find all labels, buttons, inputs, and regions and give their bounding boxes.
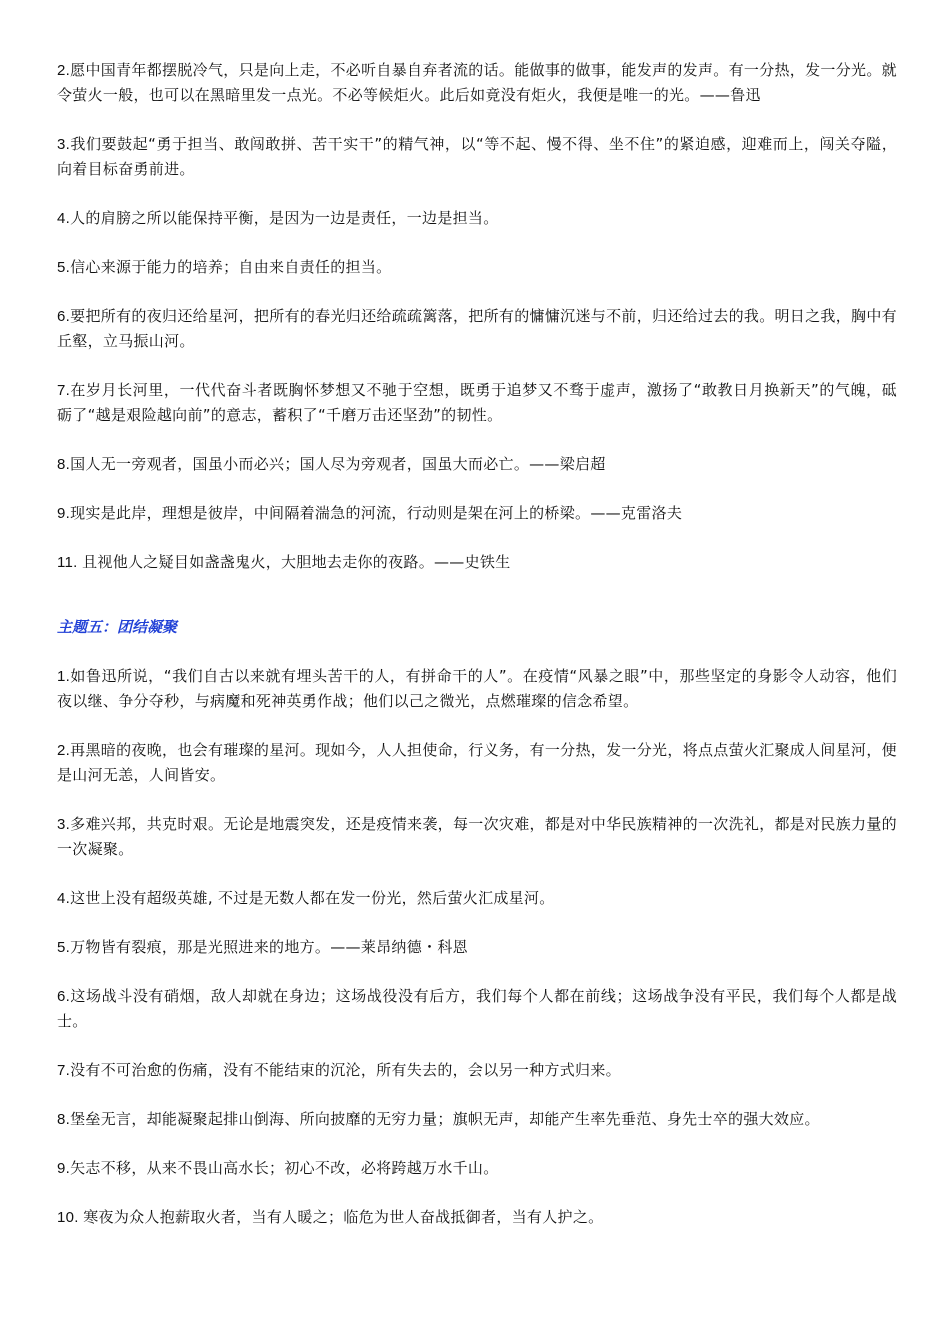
quote-number: 9. (57, 505, 71, 522)
quote-text: 我们要鼓起“勇于担当、敢闯敢拼、苦干实干”的精气神，以“等不起、慢不得、坐不住”的紧迫感，迎难而上，闯关夺隘，向着目标奋勇前进。 (57, 135, 897, 178)
quote-number: 4. (57, 890, 71, 907)
quote-number: 3. (57, 816, 71, 833)
quote-number: 7. (57, 1062, 71, 1079)
quote-text: 如鲁迅所说，“我们自古以来就有埋头苦干的人，有拼命干的人”。在疫情“风暴之眼”中，那些坚定的身影令人动容，他们夜以继、争分夺秒，与病魔和死神英勇作战；他们以己之微光，点燃璀璨的信念希望。 (57, 667, 897, 710)
quote-item (57, 664, 897, 714)
document-body (57, 58, 897, 1254)
quote-number: 5. (57, 259, 71, 276)
quote-number: 9. (57, 1160, 71, 1177)
quote-number: 3. (57, 136, 71, 153)
quote-text: 万物皆有裂痕，那是光照进来的地方。——莱昂纳德・科恩 (70, 938, 468, 956)
quote-text: 现实是此岸，理想是彼岸，中间隔着湍急的河流，行动则是架在河上的桥梁。——克雷洛夫 (70, 504, 683, 522)
quote-item (57, 304, 897, 354)
quote-item (57, 550, 897, 575)
quote-item (57, 1156, 897, 1181)
quote-item (57, 984, 897, 1034)
quote-item (57, 1107, 897, 1132)
quote-text: 在岁月长河里，一代代奋斗者既胸怀梦想又不驰于空想，既勇于追梦又不骛于虚声，激扬了“敢教日月换新天”的气魄，砥砺了“越是艰险越向前”的意志，蓄积了“千磨万击还坚劲”的韧性。 (57, 381, 897, 424)
quote-text: 这世上没有超级英雄, 不过是无数人都在发一份光，然后萤火汇成星河。 (70, 889, 555, 907)
quote-item (57, 206, 897, 231)
quote-text: 再黑暗的夜晚，也会有璀璨的星河。现如今，人人担使命，行义务，有一分热，发一分光，将点点萤火汇聚成人间星河，便是山河无恙，人间皆安。 (57, 741, 897, 784)
section-heading-unity: 主题五：团结凝聚 (57, 618, 178, 636)
quote-item (57, 1205, 897, 1230)
quotes-section-unity (57, 664, 897, 1230)
quote-item (57, 58, 897, 108)
quote-number: 2. (57, 62, 71, 79)
quote-text: 且视他人之疑目如盏盏鬼火，大胆地去走你的夜路。——史铁生 (82, 553, 511, 571)
quote-item (57, 935, 897, 960)
quote-item (57, 452, 897, 477)
quote-item (57, 812, 897, 862)
quote-item (57, 378, 897, 428)
quote-text: 人的肩膀之所以能保持平衡，是因为一边是责任，一边是担当。 (70, 209, 499, 227)
quote-item (57, 738, 897, 788)
quote-text: 国人无一旁观者，国虽小而必兴；国人尽为旁观者，国虽大而必亡。——梁启超 (70, 455, 606, 473)
quote-number: 6. (57, 988, 71, 1005)
quote-number: 7. (57, 382, 71, 399)
quote-text: 多难兴邦，共克时艰。无论是地震突发，还是疫情来袭，每一次灾难，都是对中华民族精神的一次洗礼，都是对民族力量的一次凝聚。 (57, 815, 897, 858)
quote-number: 1. (57, 668, 71, 685)
quote-item (57, 501, 897, 526)
quote-number: 10. (57, 1209, 84, 1226)
quote-text: 信心来源于能力的培养；自由来自责任的担当。 (70, 258, 392, 276)
quote-item (57, 1058, 897, 1083)
quote-number: 4. (57, 210, 71, 227)
quote-item (57, 886, 897, 911)
quotes-section-responsibility (57, 58, 897, 575)
quote-text: 愿中国青年都摆脱冷气，只是向上走，不必听自暴自弃者流的话。能做事的做事，能发声的发声。有一分热，发一分光。就令萤火一般，也可以在黑暗里发一点光。不必等候炬火。此后如竟没有炬火，我便是唯一的光。——鲁迅 (57, 61, 897, 104)
quote-text: 没有不可治愈的伤痛，没有不能结束的沉沦，所有失去的，会以另一种方式归来。 (70, 1061, 621, 1079)
quote-number: 6. (57, 308, 71, 325)
quote-text: 寒夜为众人抱薪取火者，当有人暖之；临危为世人奋战抵御者，当有人护之。 (83, 1208, 604, 1226)
quote-text: 这场战斗没有硝烟，敌人却就在身边；这场战役没有后方，我们每个人都在前线；这场战争没有平民，我们每个人都是战士。 (57, 987, 897, 1030)
quote-text: 堡垒无言，却能凝聚起排山倒海、所向披靡的无穷力量；旗帜无声，却能产生率先垂范、身先士卒的强大效应。 (70, 1110, 820, 1128)
quote-text: 要把所有的夜归还给星河，把所有的春光归还给疏疏篱落，把所有的慵慵沉迷与不前，归还给过去的我。明日之我，胸中有丘壑，立马振山河。 (57, 307, 897, 350)
quote-number: 2. (57, 742, 71, 759)
quote-number: 5. (57, 939, 71, 956)
quote-number: 11. (57, 554, 83, 571)
quote-number: 8. (57, 456, 71, 473)
quote-item (57, 255, 897, 280)
quote-item (57, 132, 897, 182)
quote-text: 矢志不移，从来不畏山高水长；初心不改，必将跨越万水千山。 (70, 1159, 499, 1177)
quote-number: 8. (57, 1111, 71, 1128)
